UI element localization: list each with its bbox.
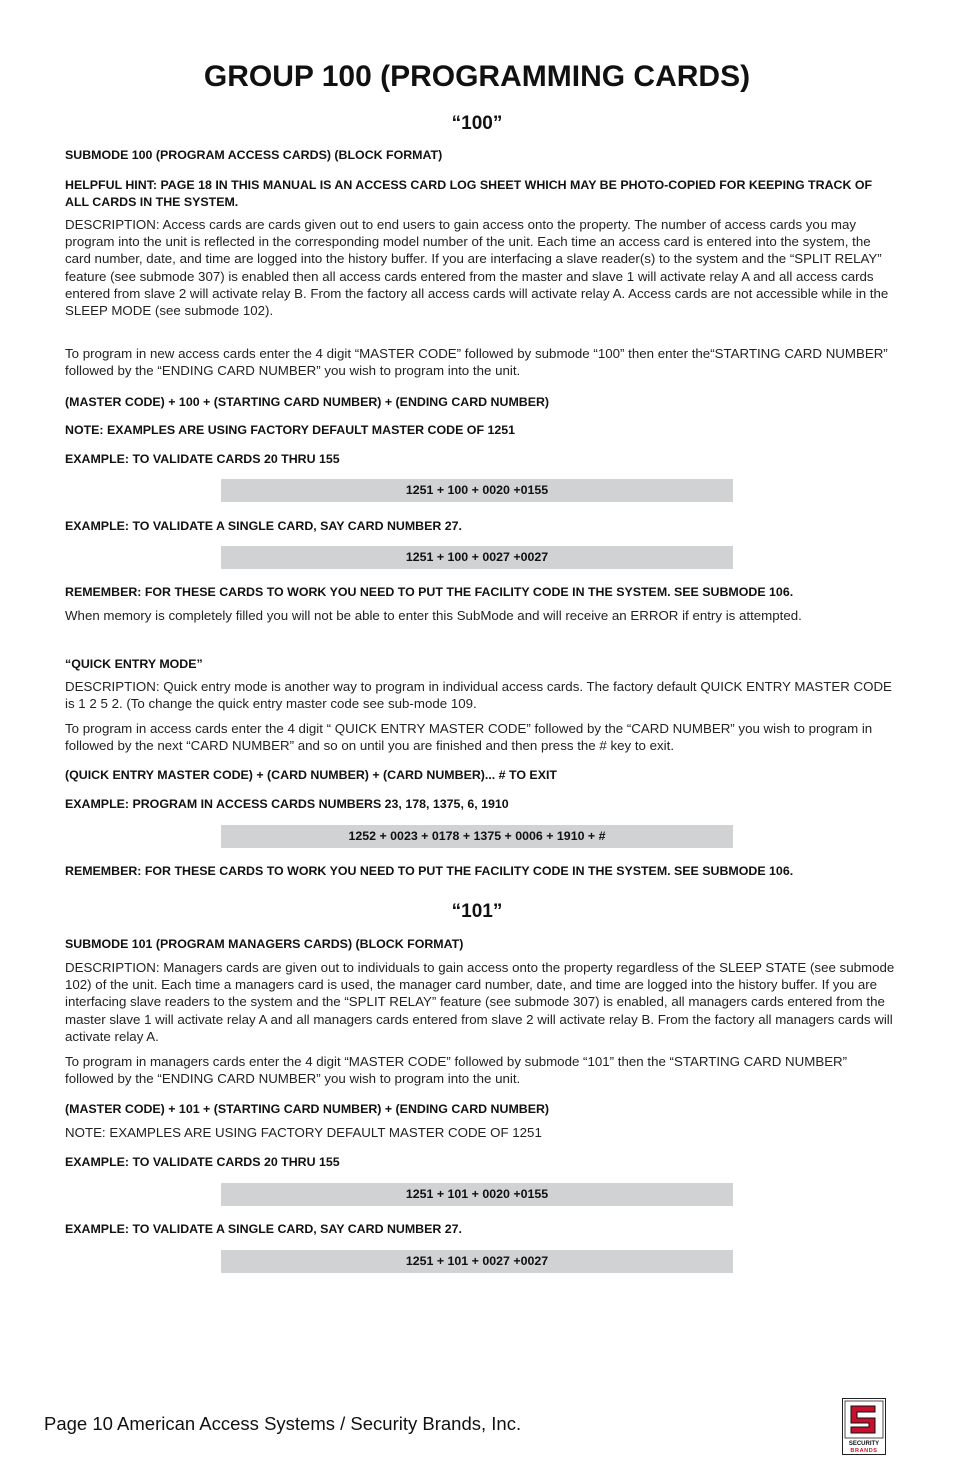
submode-100-program-text: To program in new access cards enter the 4 digit “MASTER CODE” followed by submode “100” then enter the“STARTING CARD NUMBER” followed by the “ENDING CARD NUMBER” you wish to program into the unit.	[65, 346, 888, 379]
page-footer: Page 10 American Access Systems / Security Brands, Inc.	[44, 1413, 522, 1434]
submode-101-note: NOTE: EXAMPLES ARE USING FACTORY DEFAULT MASTER CODE OF 1251	[65, 1125, 542, 1140]
helpful-hint: HELPFUL HINT: PAGE 18 IN THIS MANUAL IS AN ACCESS CARD LOG SHEET WHICH MAY BE PHOTO-COPIED FOR KEEPING TRACK OF ALL CARDS IN THE SYSTEM.	[65, 178, 873, 209]
submode-101-example1-code: 1251 + 101 + 0020 +0155	[221, 1183, 733, 1206]
submode-100-example1-code: 1251 + 100 + 0020 +0155	[221, 479, 733, 502]
quick-entry-example-label: EXAMPLE: PROGRAM IN ACCESS CARDS NUMBERS 23, 178, 1375, 6, 1910	[65, 797, 509, 811]
security-brands-logo-icon	[842, 1398, 886, 1455]
submode-101-example1-label: EXAMPLE: TO VALIDATE CARDS 20 THRU 155	[65, 1155, 340, 1169]
submode-100-title: SUBMODE 100 (PROGRAM ACCESS CARDS) (BLOCK FORMAT)	[65, 148, 443, 162]
submode-100-syntax: (MASTER CODE) + 100 + (STARTING CARD NUMBER) + (ENDING CARD NUMBER)	[65, 395, 550, 409]
quick-entry-syntax: (QUICK ENTRY MASTER CODE) + (CARD NUMBER) + (CARD NUMBER)... # TO EXIT	[65, 768, 557, 782]
submode-100-description: DESCRIPTION: Access cards are cards given out to end users to gain access onto the property. The number of access cards you may program into the unit is reflected in the corresponding model number of the unit. Each time an access card is entered into the system, the card number, date, and time are logged into the history buffer. If you are interfacing a slave reader(s) to the system and the “SPLIT RELAY” feature (see submode 307) is enabled then all access cards entered from the master and slave 1 will activate relay A and all access cards entered from slave 2 will activate relay B. From the factory all access cards will activate relay A. Access cards are not accessible while in the SLEEP MODE (see submode 102).	[65, 217, 889, 319]
logo-text-line1: SECURITY	[848, 1441, 880, 1447]
submode-101-example2-label: EXAMPLE: TO VALIDATE A SINGLE CARD, SAY CARD NUMBER 27.	[65, 1222, 462, 1236]
submode-100-note: NOTE: EXAMPLES ARE USING FACTORY DEFAULT MASTER CODE OF 1251	[65, 423, 516, 437]
quick-entry-description: DESCRIPTION: Quick entry mode is another way to program in individual access cards. The factory default QUICK ENTRY MASTER CODE is 1 2 5 2. (To change the quick entry master code see sub-mode 109.	[65, 679, 892, 712]
section-heading-101: “101”	[451, 901, 503, 922]
quick-entry-example-code: 1252 + 0023 + 0178 + 1375 + 0006 + 1910 + #	[221, 825, 733, 848]
memory-filled-text: When memory is completely filled you will not be able to enter this SubMode and will receive an ERROR if entry is attempted.	[65, 608, 802, 623]
submode-101-program-text: To program in managers cards enter the 4 digit “MASTER CODE” followed by submode “101” then the “STARTING CARD NUMBER” followed by the “ENDING CARD NUMBER” you wish to program into the unit.	[65, 1054, 848, 1087]
quick-entry-program-text: To program in access cards enter the 4 digit “ QUICK ENTRY MASTER CODE” followed by the “CARD NUMBER” you wish to program in followed by the next “CARD NUMBER” and so on until you are finished and then press the # key to exit.	[65, 721, 873, 754]
submode-101-description: DESCRIPTION: Managers cards are given out to individuals to gain access onto the property regardless of the SLEEP STATE (see submode 102) of the unit. Each time a managers card is used, the manager card number, date, and time are logged into the history buffer. If you are interfacing slave readers to the system and the “SPLIT RELAY” feature (see submode 307) is enabled, all managers cards entered from the master slave 1 will activate relay A and all managers cards entered from slave 2 will activate relay B. From the factory all managers cards will activate relay A.	[65, 960, 895, 1044]
submode-101-syntax: (MASTER CODE) + 101 + (STARTING CARD NUMBER) + (ENDING CARD NUMBER)	[65, 1102, 550, 1116]
remember-facility-code: REMEMBER: FOR THESE CARDS TO WORK YOU NEED TO PUT THE FACILITY CODE IN THE SYSTEM. SEE SUBMODE 106.	[65, 585, 794, 599]
submode-100-example2-label: EXAMPLE: TO VALIDATE A SINGLE CARD, SAY CARD NUMBER 27.	[65, 519, 462, 533]
quick-entry-heading: “QUICK ENTRY MODE”	[65, 657, 203, 671]
submode-101-title: SUBMODE 101 (PROGRAM MANAGERS CARDS) (BLOCK FORMAT)	[65, 937, 464, 951]
page-title: GROUP 100 (PROGRAMMING CARDS)	[203, 60, 751, 93]
logo-text-line2: BRANDS	[850, 1448, 878, 1454]
section-heading-100: “100”	[451, 113, 503, 134]
submode-100-example1-label: EXAMPLE: TO VALIDATE CARDS 20 THRU 155	[65, 452, 340, 466]
submode-100-example2-code: 1251 + 100 + 0027 +0027	[221, 546, 733, 569]
submode-101-example2-code: 1251 + 101 + 0027 +0027	[221, 1250, 733, 1273]
remember-facility-code-2: REMEMBER: FOR THESE CARDS TO WORK YOU NEED TO PUT THE FACILITY CODE IN THE SYSTEM. SEE SUBMODE 106.	[65, 864, 794, 878]
